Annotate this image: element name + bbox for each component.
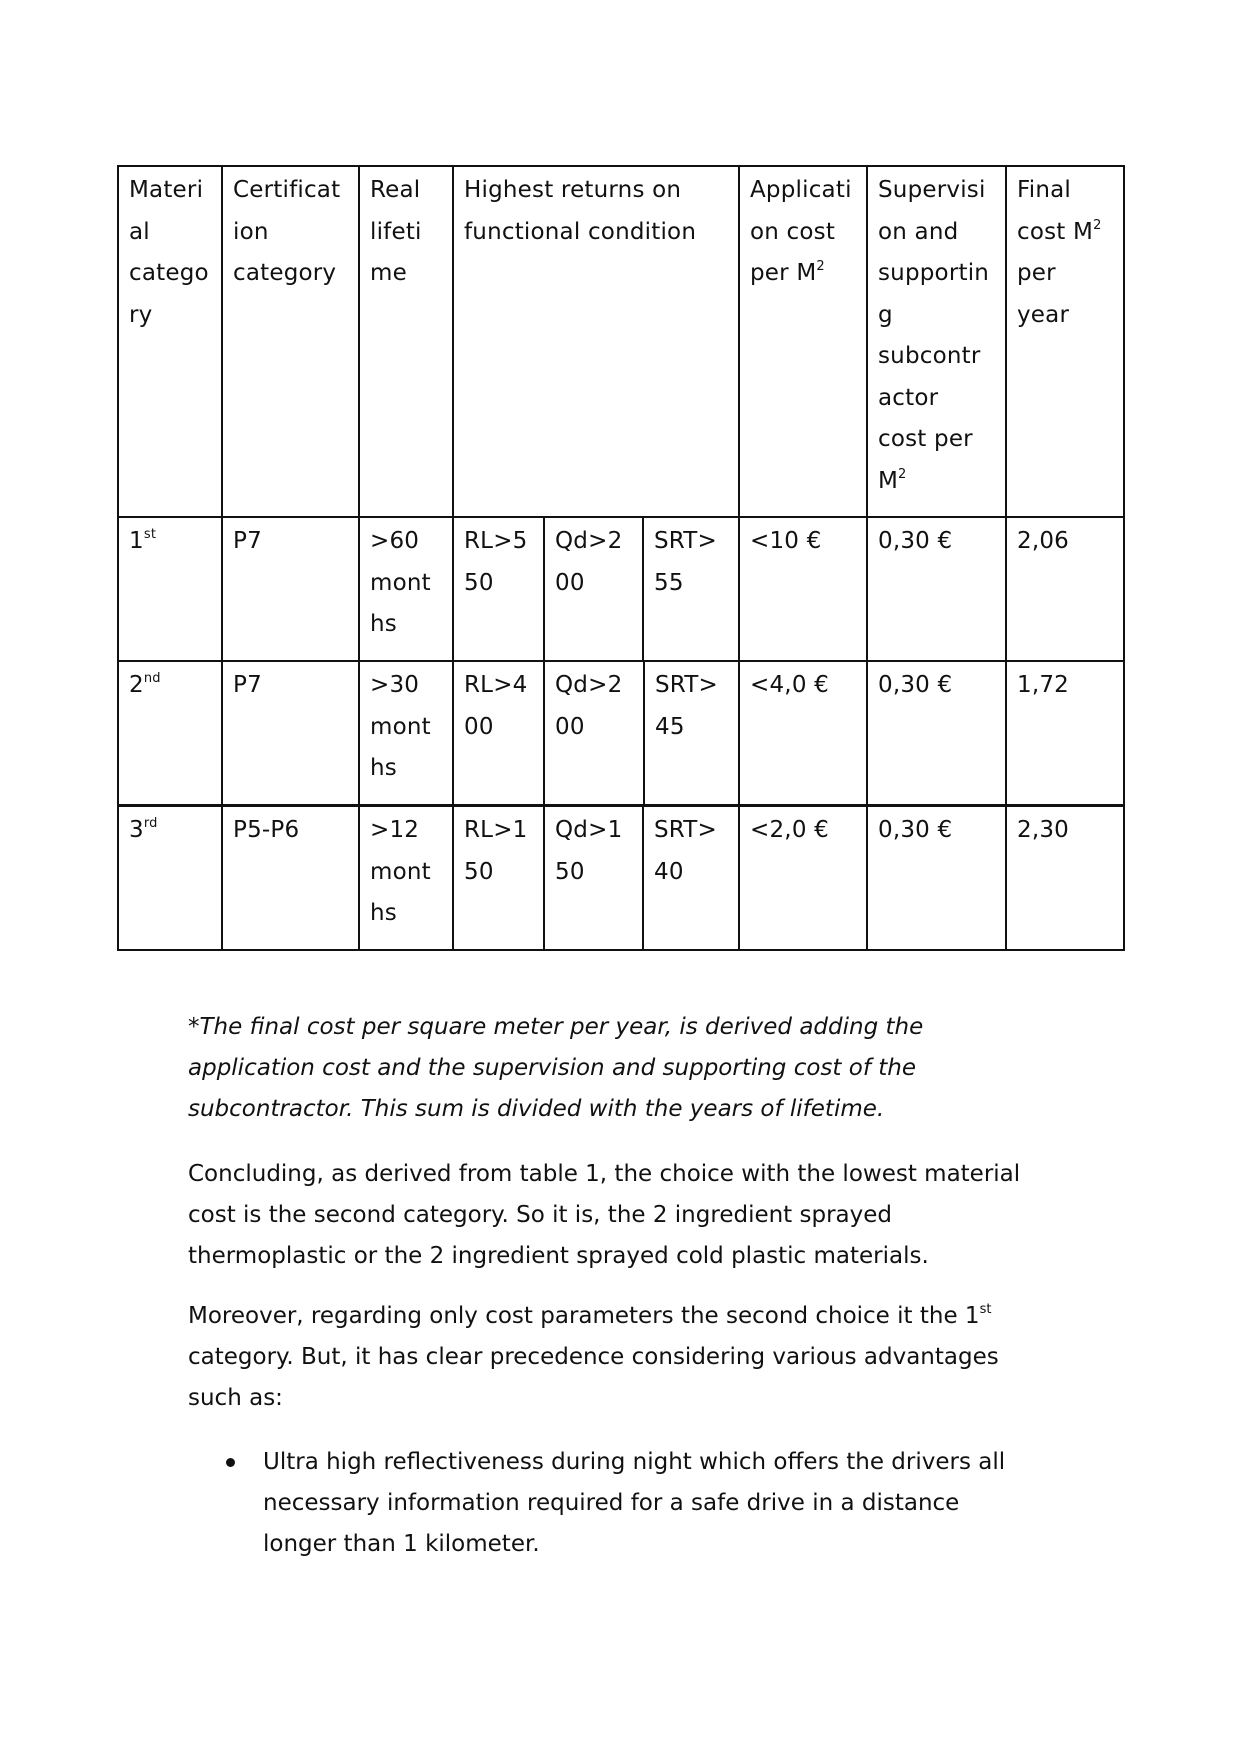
header-text: cost M (1017, 218, 1094, 245)
cell-text: mont (370, 569, 431, 596)
header-text: Materi (129, 177, 204, 203)
row3-final-cost (1005, 805, 1125, 951)
row1-srt (642, 516, 740, 662)
superscript: nd (143, 671, 161, 686)
cell-text: >30 (370, 672, 420, 698)
cell-text: 55 (654, 569, 684, 596)
superscript: rd (143, 816, 158, 831)
row3-qd (543, 805, 644, 951)
row3-srt (642, 805, 740, 951)
cell-text: 3 (129, 817, 144, 843)
header-text-with-sup (878, 461, 995, 503)
paragraph-line: category. But, it has clear precedence considering various advantages (188, 1344, 999, 1370)
header-text: year (1017, 301, 1070, 328)
header-text: al (129, 218, 150, 245)
header-text: Highest returns on (464, 177, 682, 203)
header-text: per (1017, 260, 1056, 286)
cell-text: RL>1 (464, 817, 528, 843)
cell-text: mont (370, 858, 431, 885)
row1-material-category (117, 516, 223, 662)
cell-text: Qd>2 (555, 672, 623, 698)
superscript: 2 (816, 259, 825, 274)
cell-text: <4,0 € (750, 672, 829, 698)
cell-text: 50 (555, 858, 585, 885)
row1-certification (221, 516, 360, 662)
paragraph-line: thermoplastic or the 2 ingredient sprayed cold plastic materials. (188, 1243, 929, 1269)
row3-application-cost (738, 805, 868, 951)
paragraph-line-with-sup (188, 1296, 1088, 1337)
cell-text: P5-P6 (233, 817, 300, 843)
header-text: category (233, 260, 337, 286)
row2-lifetime (358, 660, 454, 806)
cell-text: 50 (464, 858, 494, 885)
header-final-cost (1005, 165, 1125, 518)
cell-text: 45 (655, 713, 685, 740)
cell-text: >60 (370, 528, 420, 554)
row1-final-cost (1005, 516, 1125, 662)
bullet-line: necessary information required for a safe drive in a distance (263, 1490, 960, 1516)
moreover-paragraph (188, 1296, 1088, 1419)
cell-text: 0,30 € (878, 817, 953, 843)
header-text: supportin (878, 260, 990, 286)
header-application-cost (738, 165, 868, 518)
header-text: Applicati (750, 177, 852, 203)
cell-text: 00 (555, 569, 585, 596)
paragraph-line: cost is the second category. So it is, the 2 ingredient sprayed (188, 1202, 893, 1228)
row1-rl (452, 516, 545, 662)
footnote-line: application cost and the supervision and supporting cost of the (188, 1055, 916, 1081)
cell-text: P7 (233, 528, 262, 554)
header-real-lifetime (358, 165, 454, 518)
cell-text: >12 (370, 817, 420, 843)
superscript: 2 (898, 466, 907, 482)
cell-text: hs (370, 755, 397, 781)
header-text: ion (233, 218, 269, 245)
cell-text: 00 (555, 713, 585, 740)
cell-text: 2,06 (1017, 528, 1070, 554)
header-text: subcontr (878, 343, 981, 369)
cell-text: 40 (654, 858, 684, 885)
header-text: catego (129, 260, 209, 286)
header-text: cost per (878, 426, 973, 452)
bullet-line: longer than 1 kilometer. (263, 1531, 540, 1557)
row3-rl (452, 805, 545, 951)
cell-text: RL>4 (464, 672, 528, 698)
cell-text: 00 (464, 713, 494, 740)
header-text: on cost (750, 218, 836, 245)
cell-text: hs (370, 900, 397, 926)
row2-material-category (117, 660, 223, 806)
header-text: Real (370, 177, 421, 203)
header-text: per M (750, 260, 817, 286)
header-certification-category (221, 165, 360, 518)
footnote-line: subcontractor. This sum is divided with the years of lifetime. (188, 1096, 885, 1122)
header-text: Supervisi (878, 177, 986, 203)
header-text: ry (129, 301, 153, 328)
cell-text: SRT> (654, 817, 718, 843)
cell-text: 0,30 € (878, 528, 953, 554)
cell-text: mont (370, 713, 431, 740)
superscript: 2 (1093, 217, 1102, 233)
footnote-line: *The final cost per square meter per year, is derived adding the (188, 1014, 924, 1040)
header-text: g (878, 301, 893, 328)
cell-text: hs (370, 611, 397, 637)
bullet-text (263, 1442, 1005, 1565)
row3-lifetime (358, 805, 454, 951)
row2-supervision-cost (866, 660, 1007, 806)
bullet-dot-icon (226, 1458, 235, 1467)
header-text: lifeti (370, 218, 422, 245)
cell-text: <2,0 € (750, 817, 829, 843)
row2-certification (221, 660, 360, 806)
header-text-with-sup (750, 253, 856, 295)
row2-srt (643, 660, 740, 806)
header-material-category (117, 165, 223, 518)
header-text: Final (1017, 177, 1072, 203)
cell-text: <10 € (750, 528, 822, 554)
paragraph-line: such as: (188, 1385, 283, 1411)
row2-qd (543, 660, 645, 806)
row3-material-category (117, 805, 223, 951)
cell-text: Qd>1 (555, 817, 623, 843)
cell-text: RL>5 (464, 528, 528, 554)
header-text: M (878, 467, 899, 494)
row1-application-cost (738, 516, 868, 662)
header-text: actor (878, 384, 939, 411)
row1-supervision-cost (866, 516, 1007, 662)
row2-application-cost (738, 660, 868, 806)
cell-text: 2,30 (1017, 817, 1070, 843)
cell-text: 1 (129, 528, 144, 554)
table-footnote (188, 1007, 1088, 1130)
superscript: st (143, 527, 157, 542)
header-highest-returns (452, 165, 740, 518)
cell-text: 2 (129, 672, 144, 698)
cell-text: 50 (464, 569, 494, 596)
row3-certification (221, 805, 360, 951)
bullet-line: Ultra high reflectiveness during night which offers the drivers all (263, 1449, 1006, 1475)
concluding-paragraph (188, 1154, 1088, 1277)
header-text: on and (878, 218, 959, 245)
cell-text: SRT> (655, 672, 719, 698)
cell-text: P7 (233, 672, 262, 698)
row2-rl (452, 660, 545, 806)
cell-text: Qd>2 (555, 528, 623, 554)
cell-text: SRT> (654, 528, 718, 554)
header-text: Certificat (233, 177, 341, 203)
cell-text: 1,72 (1017, 672, 1070, 698)
cell-text: 0,30 € (878, 672, 953, 698)
row3-supervision-cost (866, 805, 1007, 951)
paragraph-text: Moreover, regarding only cost parameters the second choice it the 1 (188, 1303, 980, 1329)
row1-qd (543, 516, 644, 662)
paragraph-line: Concluding, as derived from table 1, the choice with the lowest material (188, 1161, 1021, 1187)
superscript: st (979, 1302, 992, 1317)
row2-final-cost (1005, 660, 1125, 806)
row1-lifetime (358, 516, 454, 662)
header-text-with-sup (1017, 212, 1113, 254)
header-supervision-cost (866, 165, 1007, 518)
header-text: functional condition (464, 218, 697, 245)
header-text: me (370, 260, 407, 286)
